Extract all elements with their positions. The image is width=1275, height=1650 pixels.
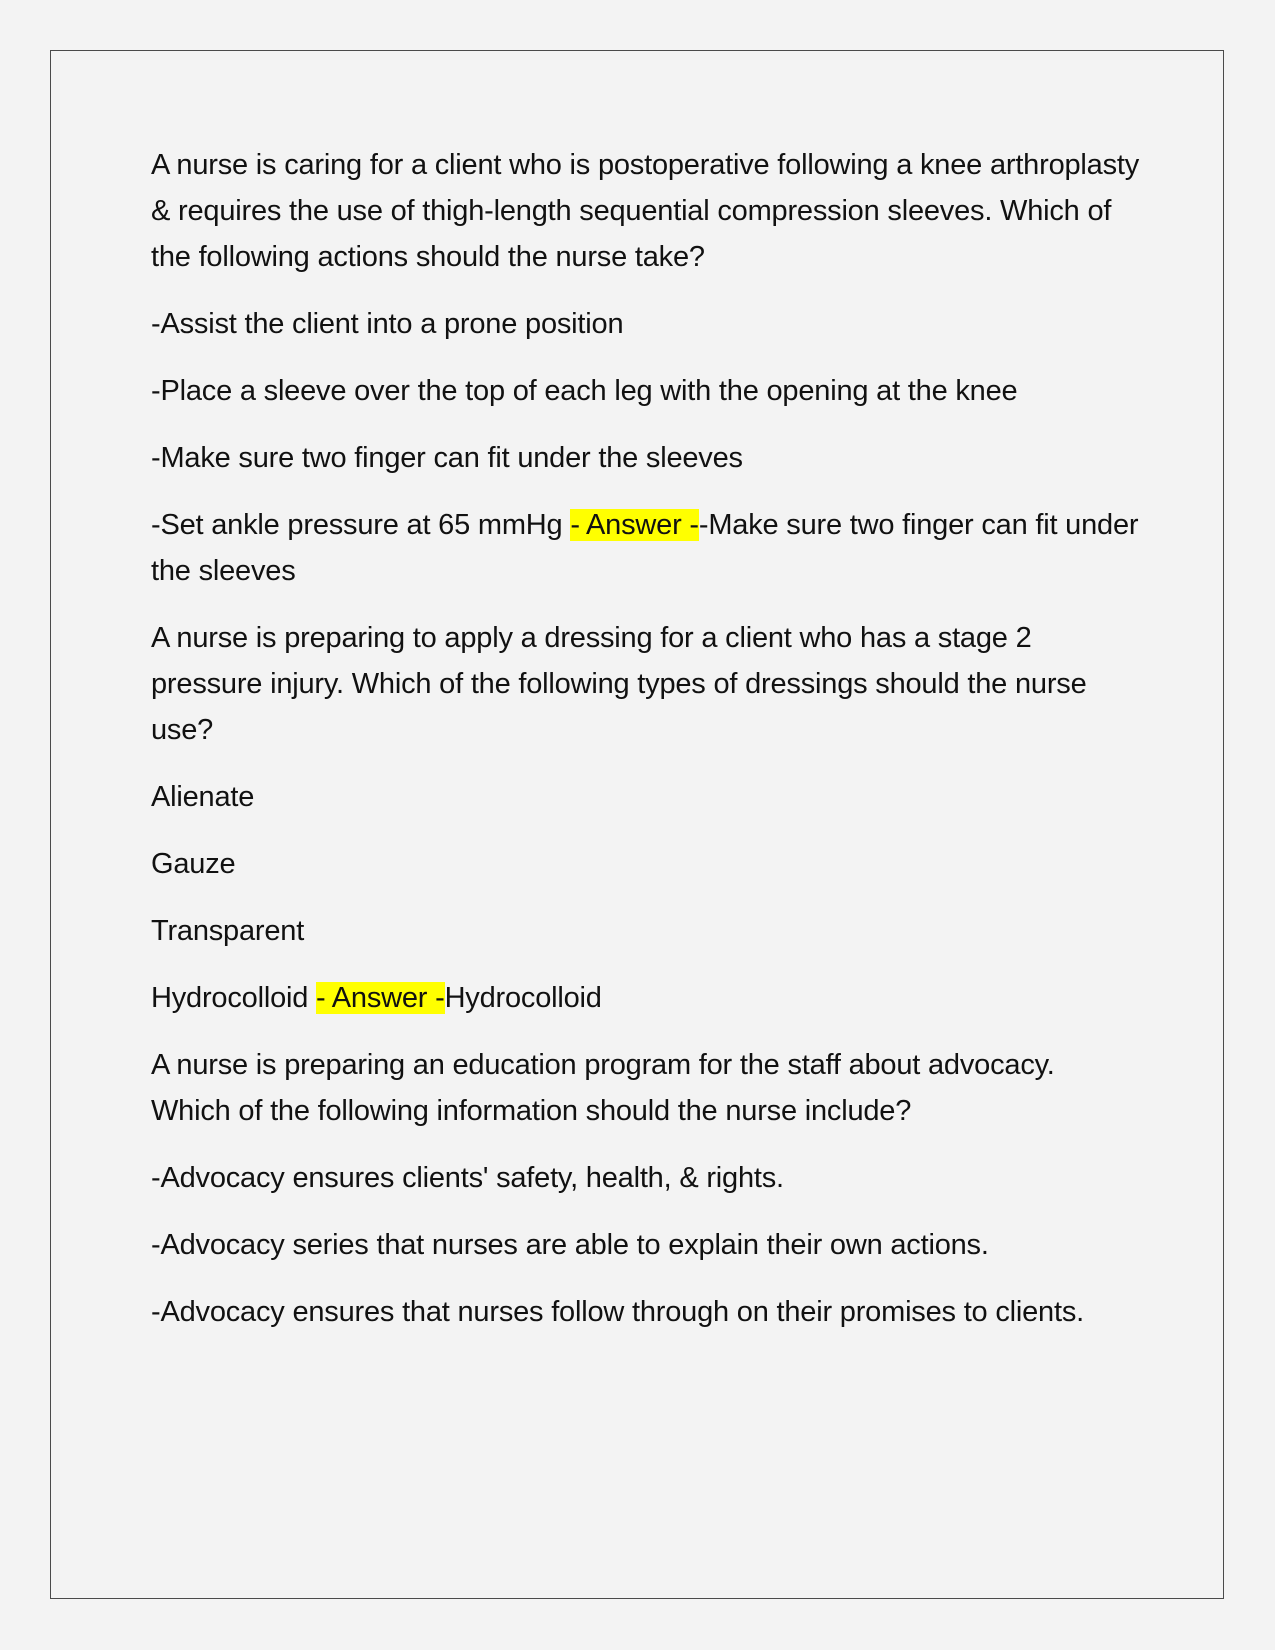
question-2-text: A nurse is preparing to apply a dressing for a client who has a stage 2 pressure injury. Which of the following types of dressings should the nurse use? xyxy=(151,622,1087,746)
question-2-option-1: Alienate xyxy=(151,781,255,813)
question-2-answer: Hydrocolloid xyxy=(444,982,602,1014)
question-2-option-2: Gauze xyxy=(151,848,236,880)
question-1-text: A nurse is caring for a client who is postoperative following a knee arthroplasty & requires the use of thigh-length sequential compression sleeves. Which of the following actions should the nurse take? xyxy=(151,149,1140,273)
question-1-answer: -Make sure two finger can fit under the sleeves xyxy=(151,509,1139,587)
answer-marker-highlight: - Answer - xyxy=(570,509,699,541)
question-3-option-2: -Advocacy series that nurses are able to explain their own actions. xyxy=(151,1229,989,1261)
document-body xyxy=(151,142,1141,1356)
question-3-option-1: -Advocacy ensures clients' safety, health, & rights. xyxy=(151,1162,784,1194)
question-1-option-1: -Assist the client into a prone position xyxy=(151,308,624,340)
question-1-option-4: -Set ankle pressure at 65 mmHg xyxy=(151,509,571,541)
question-2-option-4-with-answer xyxy=(151,975,1141,1021)
question-1-option-2: -Place a sleeve over the top of each leg with the opening at the knee xyxy=(151,375,1018,407)
question-3-text: A nurse is preparing an education program for the staff about advocacy. Which of the following information should the nurse include? xyxy=(151,1049,1055,1127)
answer-marker-highlight: - Answer - xyxy=(316,982,445,1014)
question-2-option-3: Transparent xyxy=(151,915,305,947)
question-2-option-4: Hydrocolloid xyxy=(151,982,317,1014)
question-3-option-3: -Advocacy ensures that nurses follow through on their promises to clients. xyxy=(151,1296,1084,1328)
question-1-option-3: -Make sure two finger can fit under the sleeves xyxy=(151,442,743,474)
question-1-option-4-with-answer xyxy=(151,502,1141,594)
